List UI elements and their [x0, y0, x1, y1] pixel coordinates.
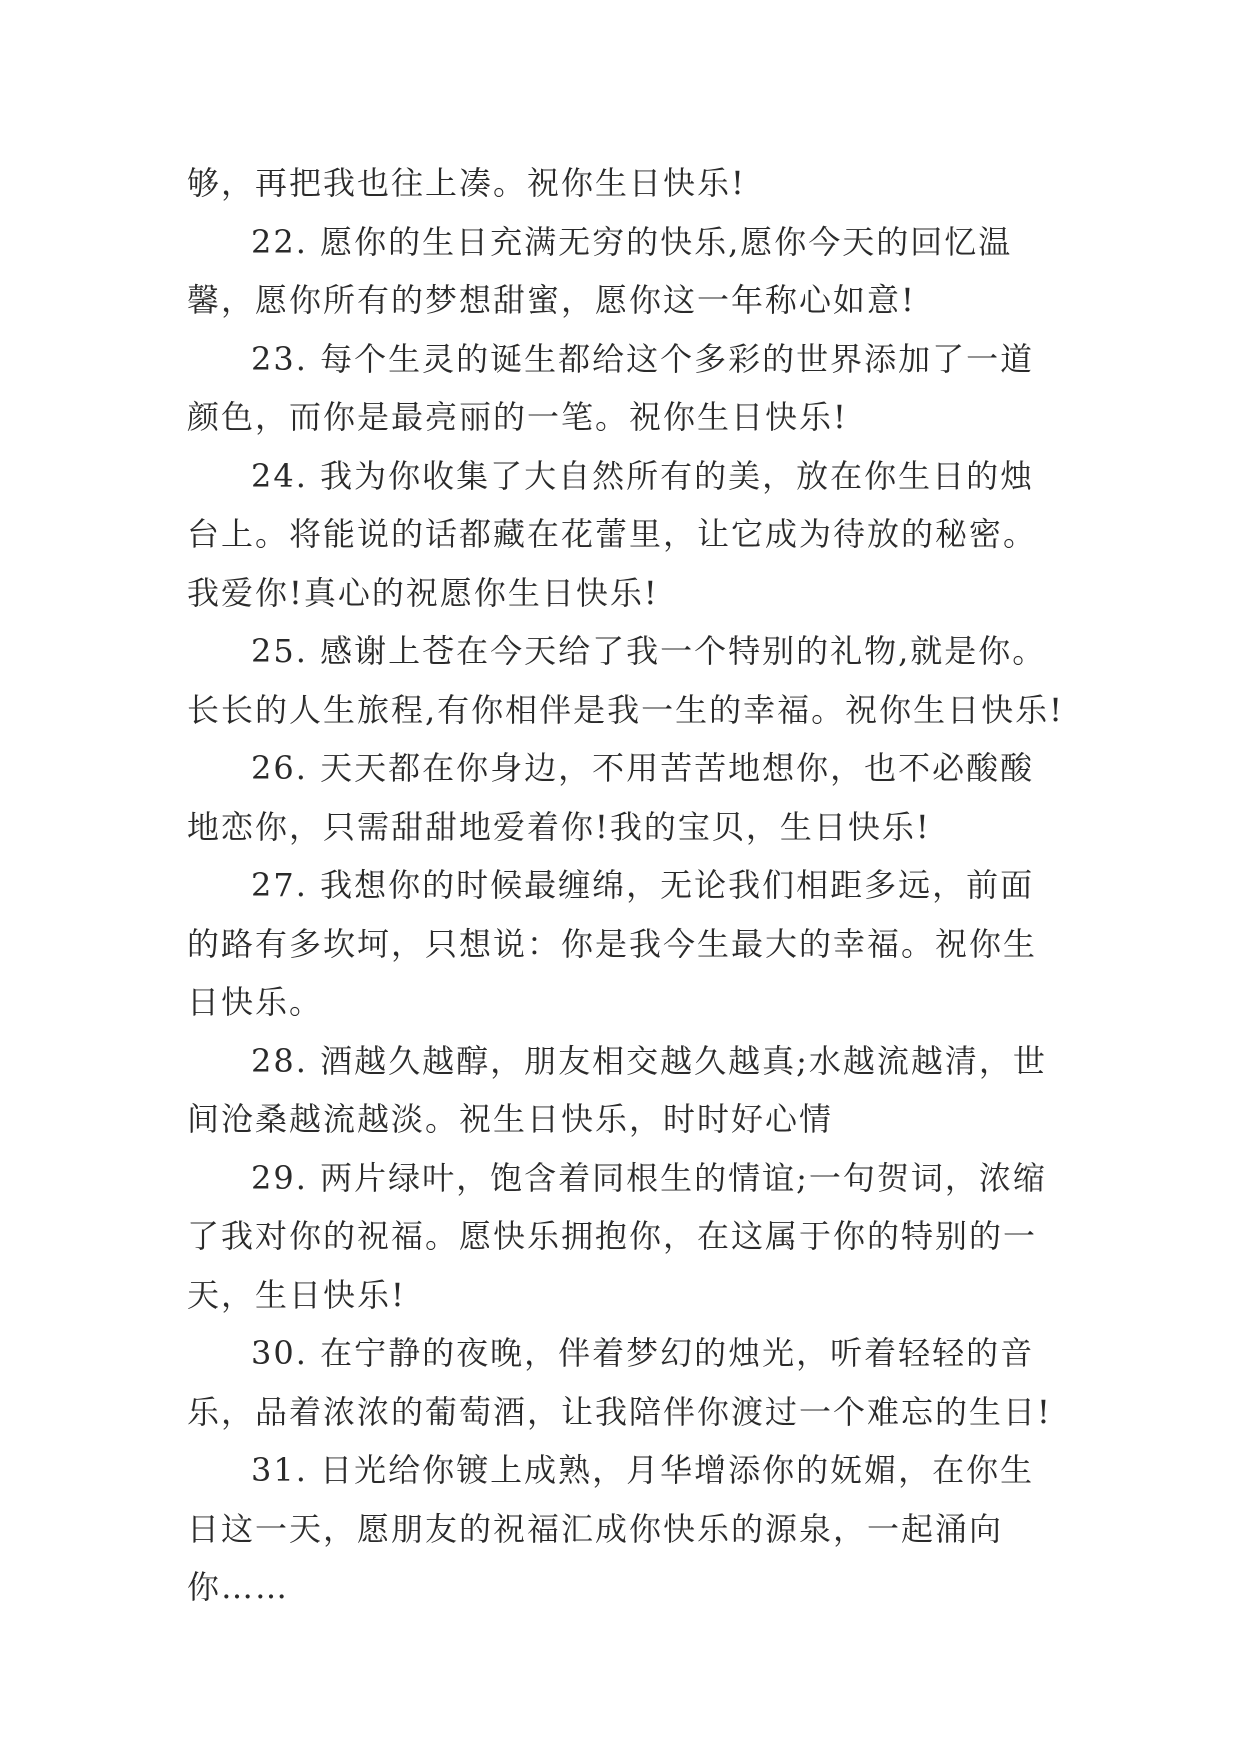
paragraph-continuation: 够，再把我也往上凑。祝你生日快乐!: [187, 164, 746, 202]
paragraph-22: 22. 愿你的生日充满无穷的快乐,愿你今天的回忆温馨，愿你所有的梦想甜蜜，愿你这一年称心如意!: [187, 222, 1013, 319]
document-body: [187, 154, 1067, 1617]
paragraph-28: 28. 酒越久越醇，朋友相交越久越真;水越流越清，世间沧桑越流越淡。祝生日快乐，时时好心情: [187, 1041, 1047, 1138]
paragraph-26: 26. 天天都在你身边，不用苦苦地想你，也不必酸酸地恋你，只需甜甜地爱着你!我的宝贝，生日快乐!: [187, 749, 1035, 846]
paragraph-27: 27. 我想你的时候最缠绵，无论我们相距多远，前面的路有多坎坷，只想说：你是我今生最大的幸福。祝你生日快乐。: [187, 866, 1038, 1021]
paragraph-25: 25. 感谢上苍在今天给了我一个特别的礼物,就是你。长长的人生旅程,有你相伴是我一生的幸福。祝你生日快乐!: [187, 632, 1065, 729]
paragraph-30: 30. 在宁静的夜晚，伴着梦幻的烛光，听着轻轻的音乐，品着浓浓的葡萄酒，让我陪伴你渡过一个难忘的生日!: [187, 1334, 1052, 1431]
paragraph-29: 29. 两片绿叶，饱含着同根生的情谊;一句贺词，浓缩了我对你的祝福。愿快乐拥抱你，在这属于你的特别的一天，生日快乐!: [187, 1158, 1047, 1314]
paragraph-24: 24. 我为你收集了大自然所有的美，放在你生日的烛台上。将能说的话都藏在花蕾里，让它成为待放的秘密。我爱你!真心的祝愿你生日快乐!: [187, 456, 1038, 612]
paragraph-23: 23. 每个生灵的诞生都给这个多彩的世界添加了一道颜色，而你是最亮丽的一笔。祝你生日快乐!: [187, 339, 1035, 436]
paragraph-31: 31. 日光给你镀上成熟，月华增添你的妩媚，在你生日这一天，愿朋友的祝福汇成你快乐的源泉，一起涌向你……: [187, 1451, 1035, 1606]
